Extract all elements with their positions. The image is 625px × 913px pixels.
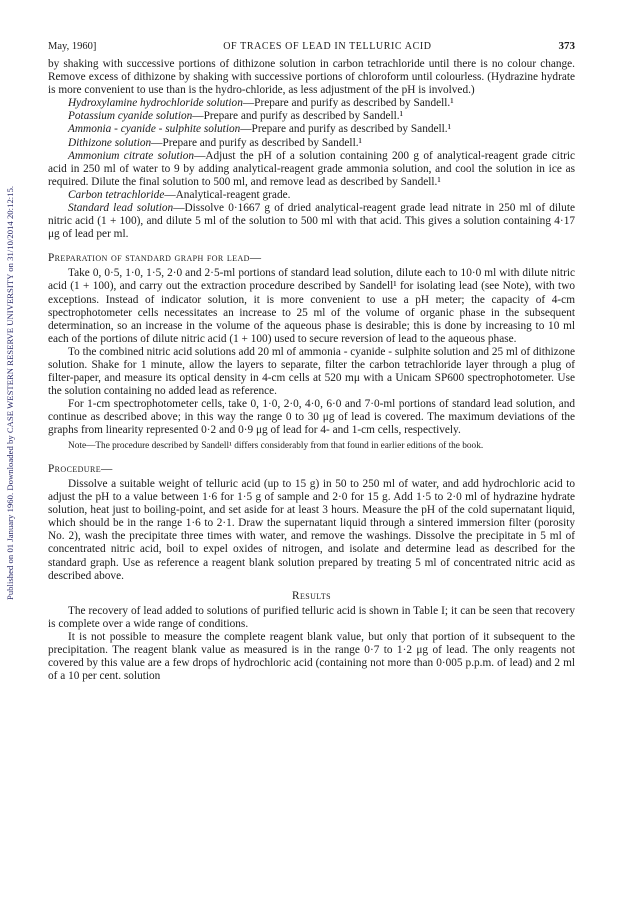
reagent-text: —Adjust the pH of a solution containing 200 g of analytical-reagent grade citric acid in 250 ml of water to 9 by adding analytical-reagent grade ammonia solution, and cool the solution in ice as required. Dilute the final solution to 500 ml, and remove lead as described by Sandell.¹ (48, 149, 575, 188)
reagent-term: Potassium cyanide solution (68, 110, 193, 123)
reagent-text: —Prepare and purify as described by Sandell.¹ (151, 136, 362, 149)
reagent-carbon-tetrachloride (48, 189, 575, 202)
reagent-term: Dithizone solution (68, 136, 152, 149)
paragraph-results-blank: It is not possible to measure the complete reagent blank value, but only that portion of it subsequent to the precipitation. The reagent blank value as measured is in the range 0·7 to 1·2 μg of lead. The only reagents not covered by this value are a few drops of hydrochloric acid (containing not more than 0·005 p.p.m. of lead) and 2 ml of a 10 per cent. solution (48, 630, 575, 683)
reagent-text: —Prepare and purify as described by Sandell.¹ (192, 110, 404, 123)
paragraph-results-recovery: The recovery of lead added to solutions of purified telluric acid is shown in Table I; it can be seen that recovery is complete over a wide range of conditions. (48, 604, 575, 630)
reagent-term: Standard lead solution (68, 202, 174, 215)
reagent-dithizone (48, 137, 575, 150)
reagent-term: Carbon tetrachloride (68, 188, 165, 201)
section-heading-results: Results (292, 589, 331, 602)
reagent-ammonia-cyanide-sulphite (48, 123, 575, 136)
header-date: May, 1960] (48, 41, 97, 52)
page-number: 373 (558, 40, 575, 52)
paragraph-graph-measure: To the combined nitric acid solutions add 20 ml of ammonia - cyanide - sulphite solution and 25 ml of dithizone solution. Shake for 1 minute, allow the layers to separate, filter the carbon tetrachloride layer through a plug of filter-paper, and measure its optical density in 4-cm cells at 520 mμ with a Unicam SP600 spectrophotometer. Use the solution containing no added lead as reference. (48, 345, 575, 398)
reagent-standard-lead (48, 202, 575, 241)
paragraph-dithizone-wash: by shaking with successive portions of dithizone solution in carbon tetrachloride until there is no colour change. Remove excess of dithizone by shaking with successive portions of chloroform until colourless. (Hydrazine hydrate is more convenient to use than is the hydro-chloride, as less adjustment of the pH is involved.) (48, 58, 575, 97)
section-heading-procedure: Procedure— (48, 462, 113, 475)
reagent-potassium-cyanide (48, 110, 575, 123)
reagent-term: Ammonium citrate solution (68, 149, 195, 162)
download-watermark (2, 40, 16, 600)
reagent-ammonium-citrate (48, 150, 575, 189)
reagent-hydroxylamine (48, 97, 575, 110)
download-watermark-text: Published on 01 January 1960. Downloaded by CASE WESTERN RESERVE UNIVERSITY on 31/10/2014 20:12:15. (5, 185, 15, 600)
reagent-text: —Prepare and purify as described by Sandell.¹ (240, 123, 451, 136)
reagent-text: —Analytical-reagent grade. (164, 188, 291, 201)
paragraph-graph-portions: Take 0, 0·5, 1·0, 1·5, 2·0 and 2·5-ml portions of standard lead solution, dilute each to 10·0 ml with dilute nitric acid (1 + 100), and carry out the extraction procedure described by Sandell¹ for isolating lead (see Note), with two exceptions. Instead of indicator solution, it is more convenient to use a pH meter; the capacity of 4-cm spectrophotometer cells necessitates an increase to 25 ml of the volume of organic phase in the subsequent determination, so an increase in the volume of the aqueous phase is desirable; this is done by increasing to 10 ml each of the portions of dilute nitric acid (1 + 100) used to secure reversion of lead to the aqueous phase. (48, 267, 575, 345)
reagent-text: —Prepare and purify as described by Sandell.¹ (242, 97, 454, 110)
reagent-term: Ammonia - cyanide - sulphite solution (68, 123, 241, 136)
note-paragraph: Note—The procedure described by Sandell¹ differs considerably from that found in earlier editions of the book. (68, 440, 484, 451)
journal-page (48, 40, 575, 683)
paragraph-procedure: Dissolve a suitable weight of telluric acid (up to 15 g) in 50 to 250 ml of water, and add hydrochloric acid to adjust the pH to a value between 1·6 for 1·5 g of sample and 2·0 for 15 g. Add 1·5 to 2·0 ml of hydrazine hydrate solution, heat just to boiling-point, and set aside for at least 3 hours. Measure the pH of the cold supernatant liquid, which should be in the range 1·6 to 2·1. Draw the supernatant liquid through a sintered immersion filter (porosity No. 2), wash the precipitate three times with water, and remove the washings. Dissolve the precipitate in 5 ml of concentrated nitric acid, boil to expel oxides of nitrogen, and isolate and determine lead as described for the standard graph. Use as reference a reagent blank solution prepared by treating 5 ml of concentrated nitric acid as described above. (48, 477, 575, 582)
section-heading-standard-graph: Preparation of standard graph for lead— (48, 252, 262, 265)
header-title: OF TRACES OF LEAD IN TELLURIC ACID (223, 41, 432, 52)
reagent-text: —Dissolve 0·1667 g of dried analytical-reagent grade lead nitrate in 250 ml of dilute nitric acid (1 + 100), and dilute 5 ml of the solution to 500 ml with that acid. This gives a solution containing 4·17 μg of lead per ml. (48, 202, 575, 241)
reagent-term: Hydroxylamine hydrochloride solution (68, 97, 243, 110)
running-header (48, 40, 575, 52)
paragraph-graph-1cm: For 1-cm spectrophotometer cells, take 0, 1·0, 2·0, 4·0, 6·0 and 7·0-ml portions of standard lead solution, and continue as described above; in this way the range 0 to 30 μg of lead is covered. The maximum deviations of the graphs from linearity represented 0·2 and 0·9 μg of lead for 4- and 1-cm cells, respectively. (48, 398, 575, 437)
